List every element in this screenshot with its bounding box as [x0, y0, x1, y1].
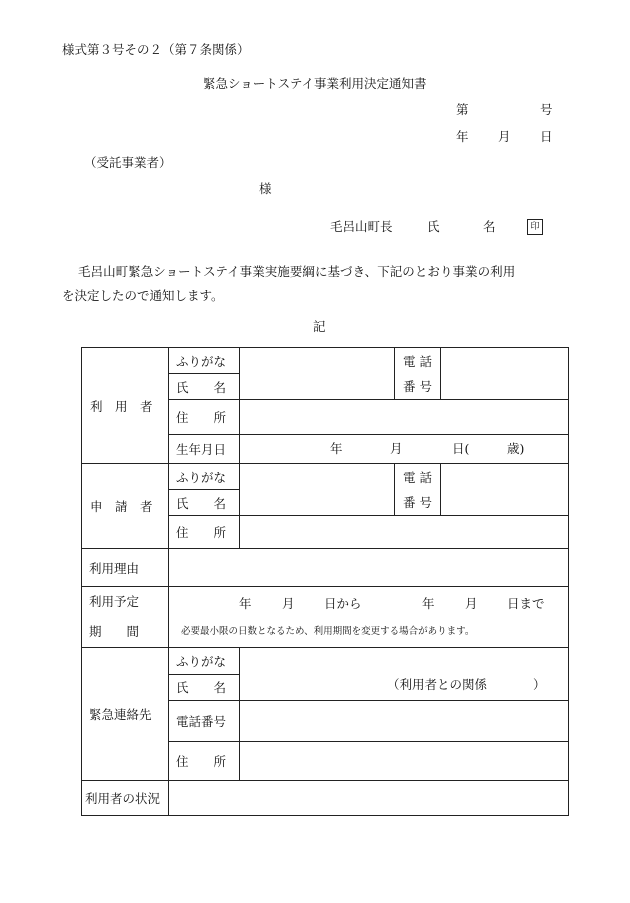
- user-phone-field[interactable]: [441, 348, 569, 400]
- form-number: 様式第３号その２（第７条関係）: [62, 42, 250, 57]
- date-day-label: 日: [540, 129, 553, 144]
- emergency-section-label: 緊急連絡先: [82, 648, 169, 781]
- emergency-phone-label: 電話番号: [169, 701, 240, 742]
- date-year-label: 年: [456, 129, 469, 144]
- start-month-label: 月: [282, 596, 295, 611]
- applicant-furigana-label: ふりがな: [169, 464, 240, 490]
- number-prefix: 第: [456, 102, 469, 117]
- relation-close-label: ）: [533, 677, 546, 692]
- applicant-phone-field[interactable]: [441, 464, 569, 516]
- birth-age-label: 歳): [507, 441, 525, 456]
- status-field[interactable]: [169, 781, 569, 816]
- start-year-label: 年: [239, 596, 252, 611]
- body-line-1: 毛呂山町緊急ショートステイ事業実施要綱に基づき、下記のとおり事業の利用: [78, 264, 516, 279]
- applicant-name-field[interactable]: [240, 464, 395, 516]
- applicant-name-label: 氏 名: [169, 490, 240, 516]
- emergency-furigana-label: ふりがな: [169, 648, 240, 675]
- user-name-label: 氏 名: [169, 374, 240, 400]
- sender-name-label-1: 氏: [427, 219, 440, 234]
- user-furigana-label: ふりがな: [169, 348, 240, 374]
- birth-year-label: 年: [330, 441, 343, 456]
- applicant-phone-label: 電 話 番 号: [395, 464, 441, 516]
- seal-mark: 印: [527, 219, 543, 235]
- end-month-label: 月: [465, 596, 478, 611]
- ki-label: 記: [313, 319, 326, 334]
- sender-name-label-2: 名: [483, 219, 496, 234]
- recipient-label: （受託事業者）: [84, 155, 172, 170]
- user-birth-label: 生年月日: [169, 435, 240, 464]
- emergency-address-label: 住 所: [169, 742, 240, 781]
- relation-open-label: （利用者との関係: [387, 677, 488, 692]
- birth-month-label: 月: [390, 441, 403, 456]
- emergency-phone-field[interactable]: [240, 701, 569, 742]
- body-line-2: を決定したので通知します。: [62, 288, 224, 303]
- period-note: 必要最小限の日数となるため、利用期間を変更する場合があります。: [181, 626, 475, 637]
- user-address-label: 住 所: [169, 400, 240, 435]
- emergency-address-field[interactable]: [240, 742, 569, 781]
- date-month-label: 月: [498, 129, 511, 144]
- applicant-address-label: 住 所: [169, 516, 240, 549]
- user-section-label: 利 用 者: [82, 348, 169, 464]
- user-address-field[interactable]: [240, 400, 569, 435]
- period-label: 利用予定 期 間: [82, 587, 169, 648]
- reason-field[interactable]: [169, 549, 569, 587]
- number-suffix: 号: [540, 102, 553, 117]
- status-label: 利用者の状況: [82, 781, 169, 816]
- user-birth-field[interactable]: [240, 435, 569, 464]
- recipient-honorific: 様: [259, 181, 272, 196]
- period-field[interactable]: [169, 587, 569, 648]
- end-year-label: 年: [422, 596, 435, 611]
- applicant-section-label: 申 請 者: [82, 464, 169, 549]
- reason-label: 利用理由: [82, 549, 169, 587]
- user-phone-label: 電 話 番 号: [395, 348, 441, 400]
- emergency-name-field[interactable]: [240, 648, 569, 701]
- applicant-address-field[interactable]: [240, 516, 569, 549]
- birth-day-label: 日(: [452, 441, 470, 456]
- usage-form-table: [81, 347, 569, 816]
- start-day-label: 日から: [324, 596, 362, 611]
- end-day-label: 日まで: [507, 596, 545, 611]
- emergency-name-label: 氏 名: [169, 674, 240, 701]
- user-name-field[interactable]: [240, 348, 395, 400]
- document-title: 緊急ショートステイ事業利用決定通知書: [203, 76, 427, 91]
- sender-title: 毛呂山町長: [330, 219, 393, 234]
